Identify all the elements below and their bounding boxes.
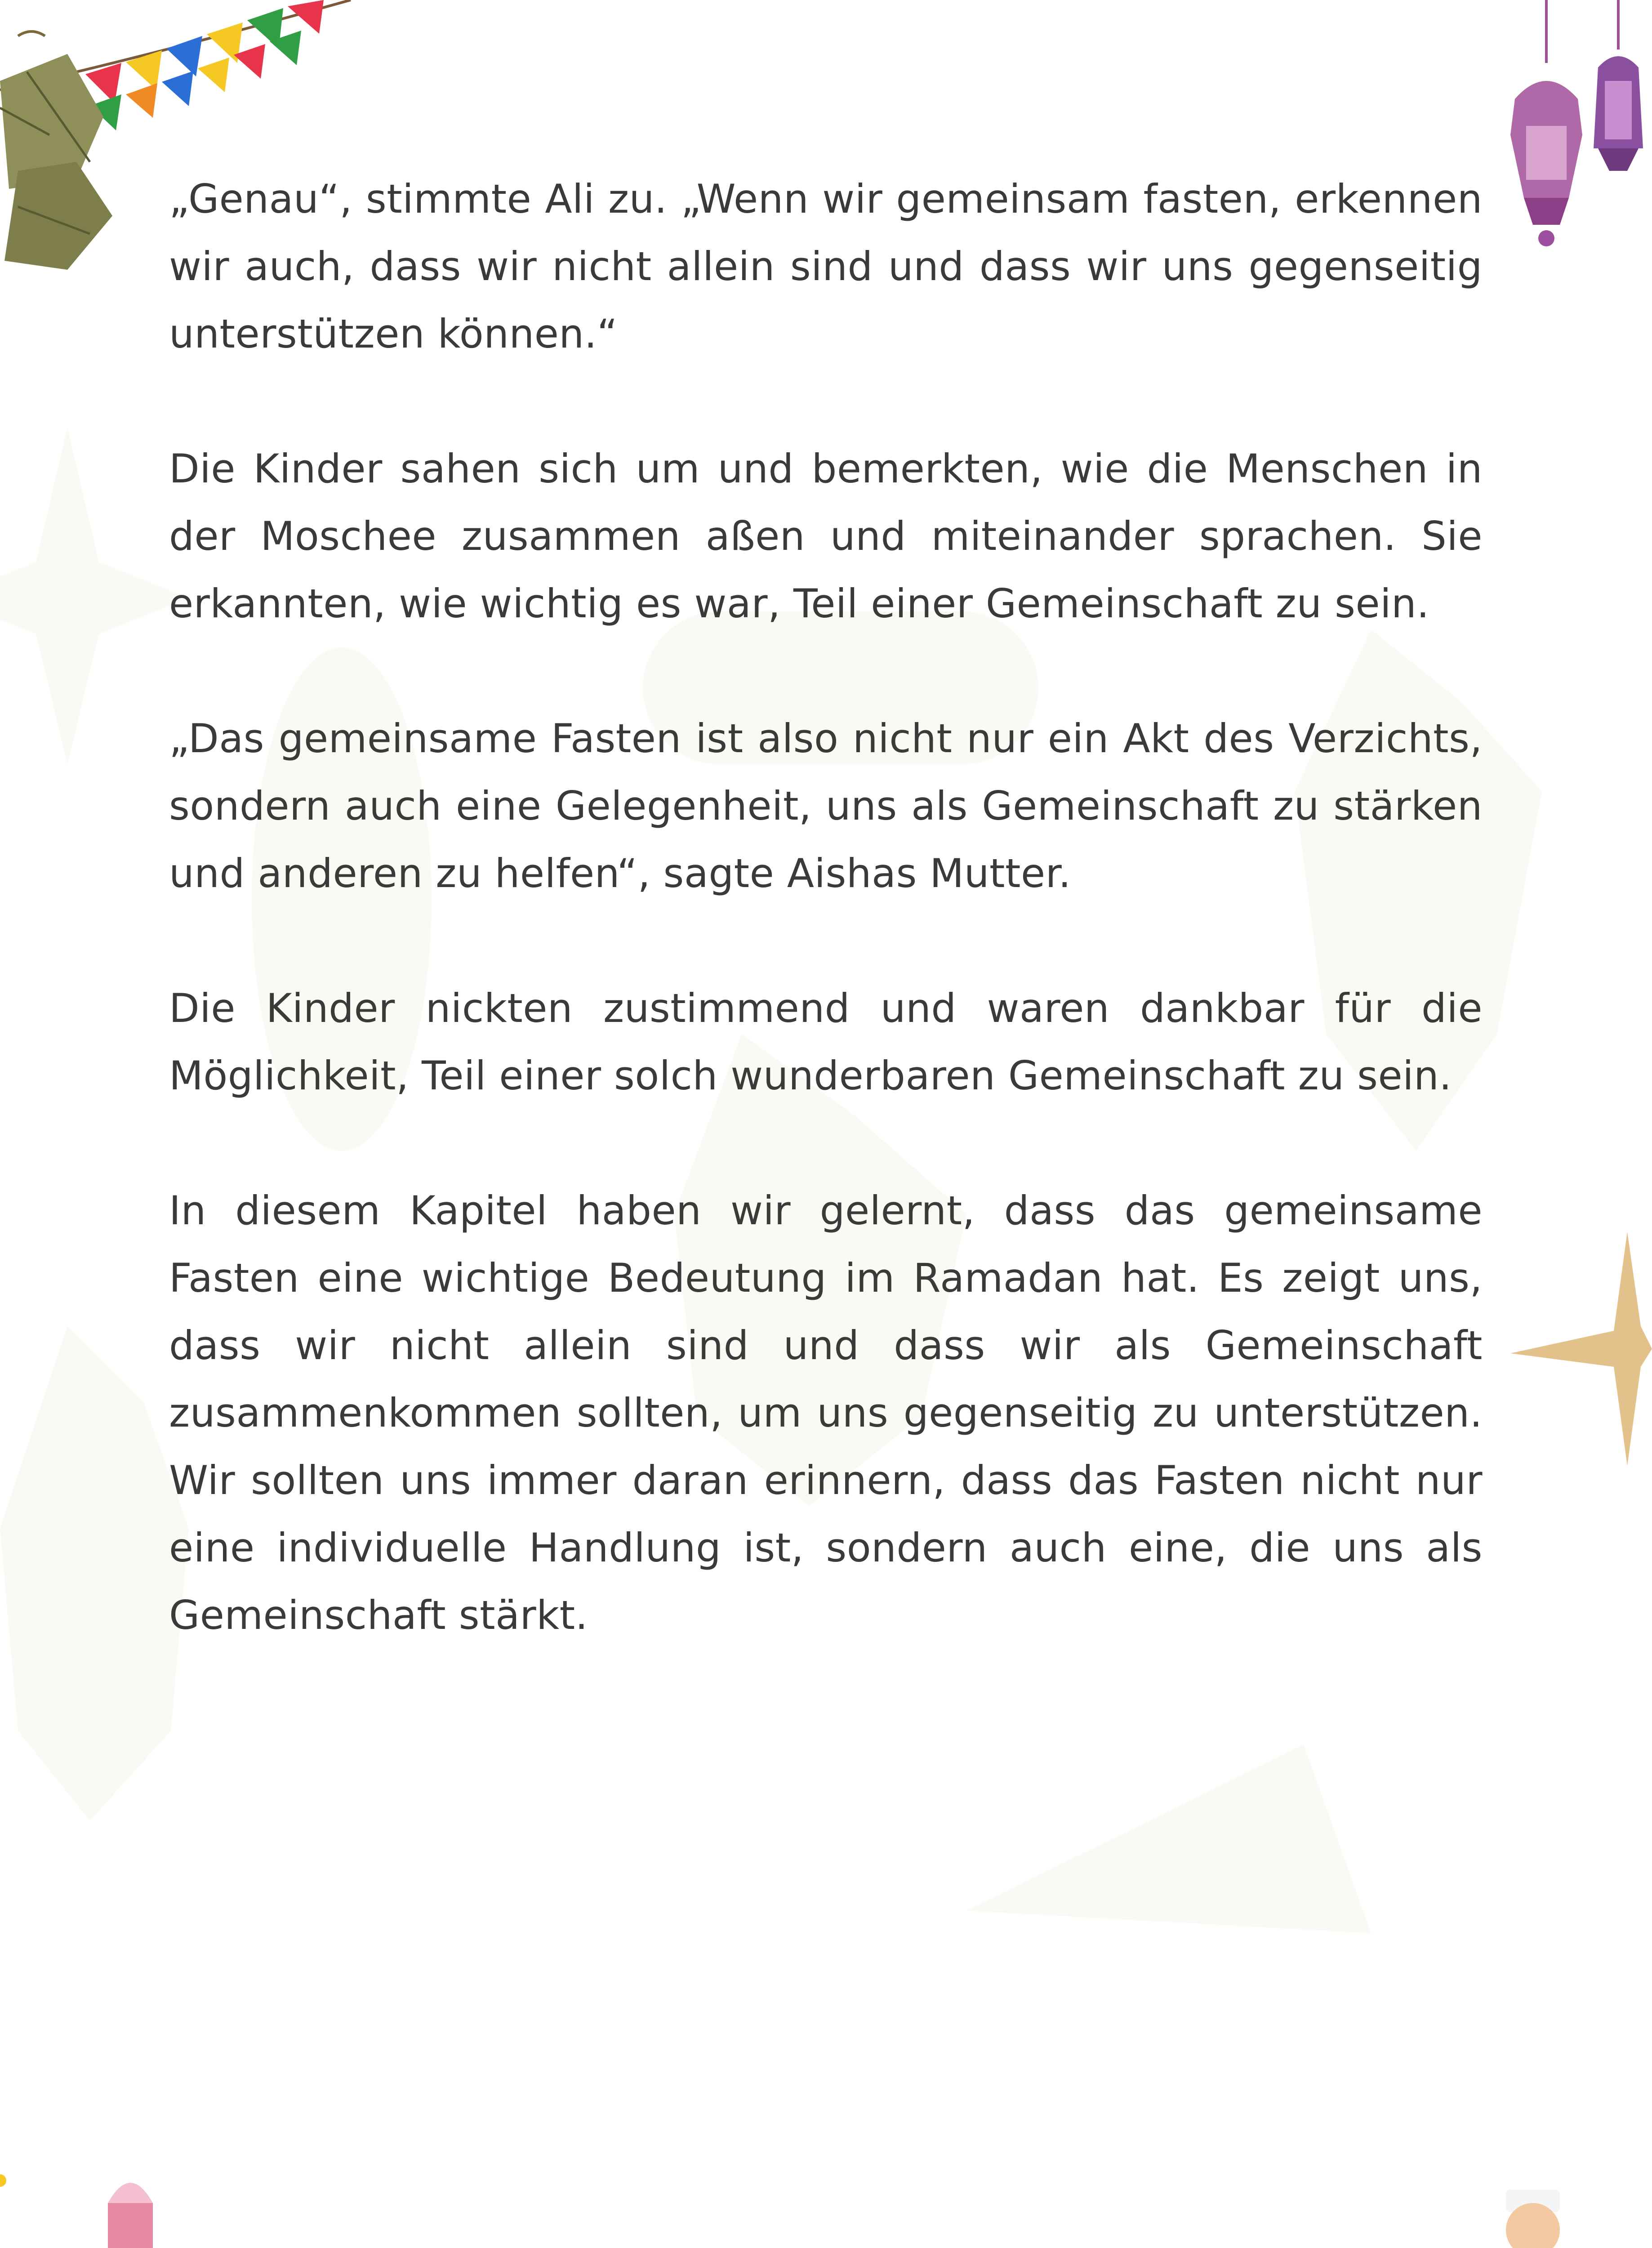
paragraph: Die Kinder sahen sich um und bemerkten, wie die Menschen in der Moschee zusammen aßen und miteinander sprachen. Sie erkannten, wie wichtig es war, Teil einer Gemeinschaft zu sein. (169, 446, 1483, 627)
faded-star-icon (0, 427, 189, 764)
lantern-icon (1488, 0, 1652, 261)
praying-boy-icon (1479, 2190, 1587, 2248)
mosque-icon (0, 2167, 405, 2248)
quran-book-icon (1227, 2230, 1443, 2248)
star-icon (1510, 1232, 1652, 1466)
paragraph: „Genau“, stimmte Ali zu. „Wenn wir gemeinsam fasten, erkennen wir auch, dass wir nicht allein sind und dass wir uns gegenseitig unterstützen können.“ (169, 176, 1483, 357)
faded-crescent-icon (363, 1641, 688, 2206)
paragraph: In diesem Kapitel haben wir gelernt, dass das gemeinsame Fasten eine wichtige Bedeutung im Ramadan hat. Es zeigt uns, dass wir nicht allein sind und dass wir als Gemeinschaft zusammenkommen sollten, um uns gegenseitig zu unterstützen. Wir sollten uns immer daran erinnern, dass das Fasten nicht nur eine individuelle Handlung ist, sondern auch eine, die uns als Gemeinschaft stärkt. (169, 1187, 1483, 1638)
faded-lantern-3-icon (0, 1326, 189, 1821)
ketupat-icon (0, 27, 130, 279)
story-text (169, 165, 1483, 1717)
paragraph: „Das gemeinsame Fasten ist also nicht nur ein Akt des Verzichts, sondern auch eine Gelegenheit, uns als Gemeinschaft zu stärken und anderen zu helfen“, sagte Aishas Mutter. (169, 715, 1483, 897)
faded-cake-icon (966, 1744, 1371, 1933)
paragraph: Die Kinder nickten zustimmend und waren dankbar für die Möglichkeit, Teil einer solch wunderbaren Gemeinschaft zu sein. (169, 985, 1483, 1099)
